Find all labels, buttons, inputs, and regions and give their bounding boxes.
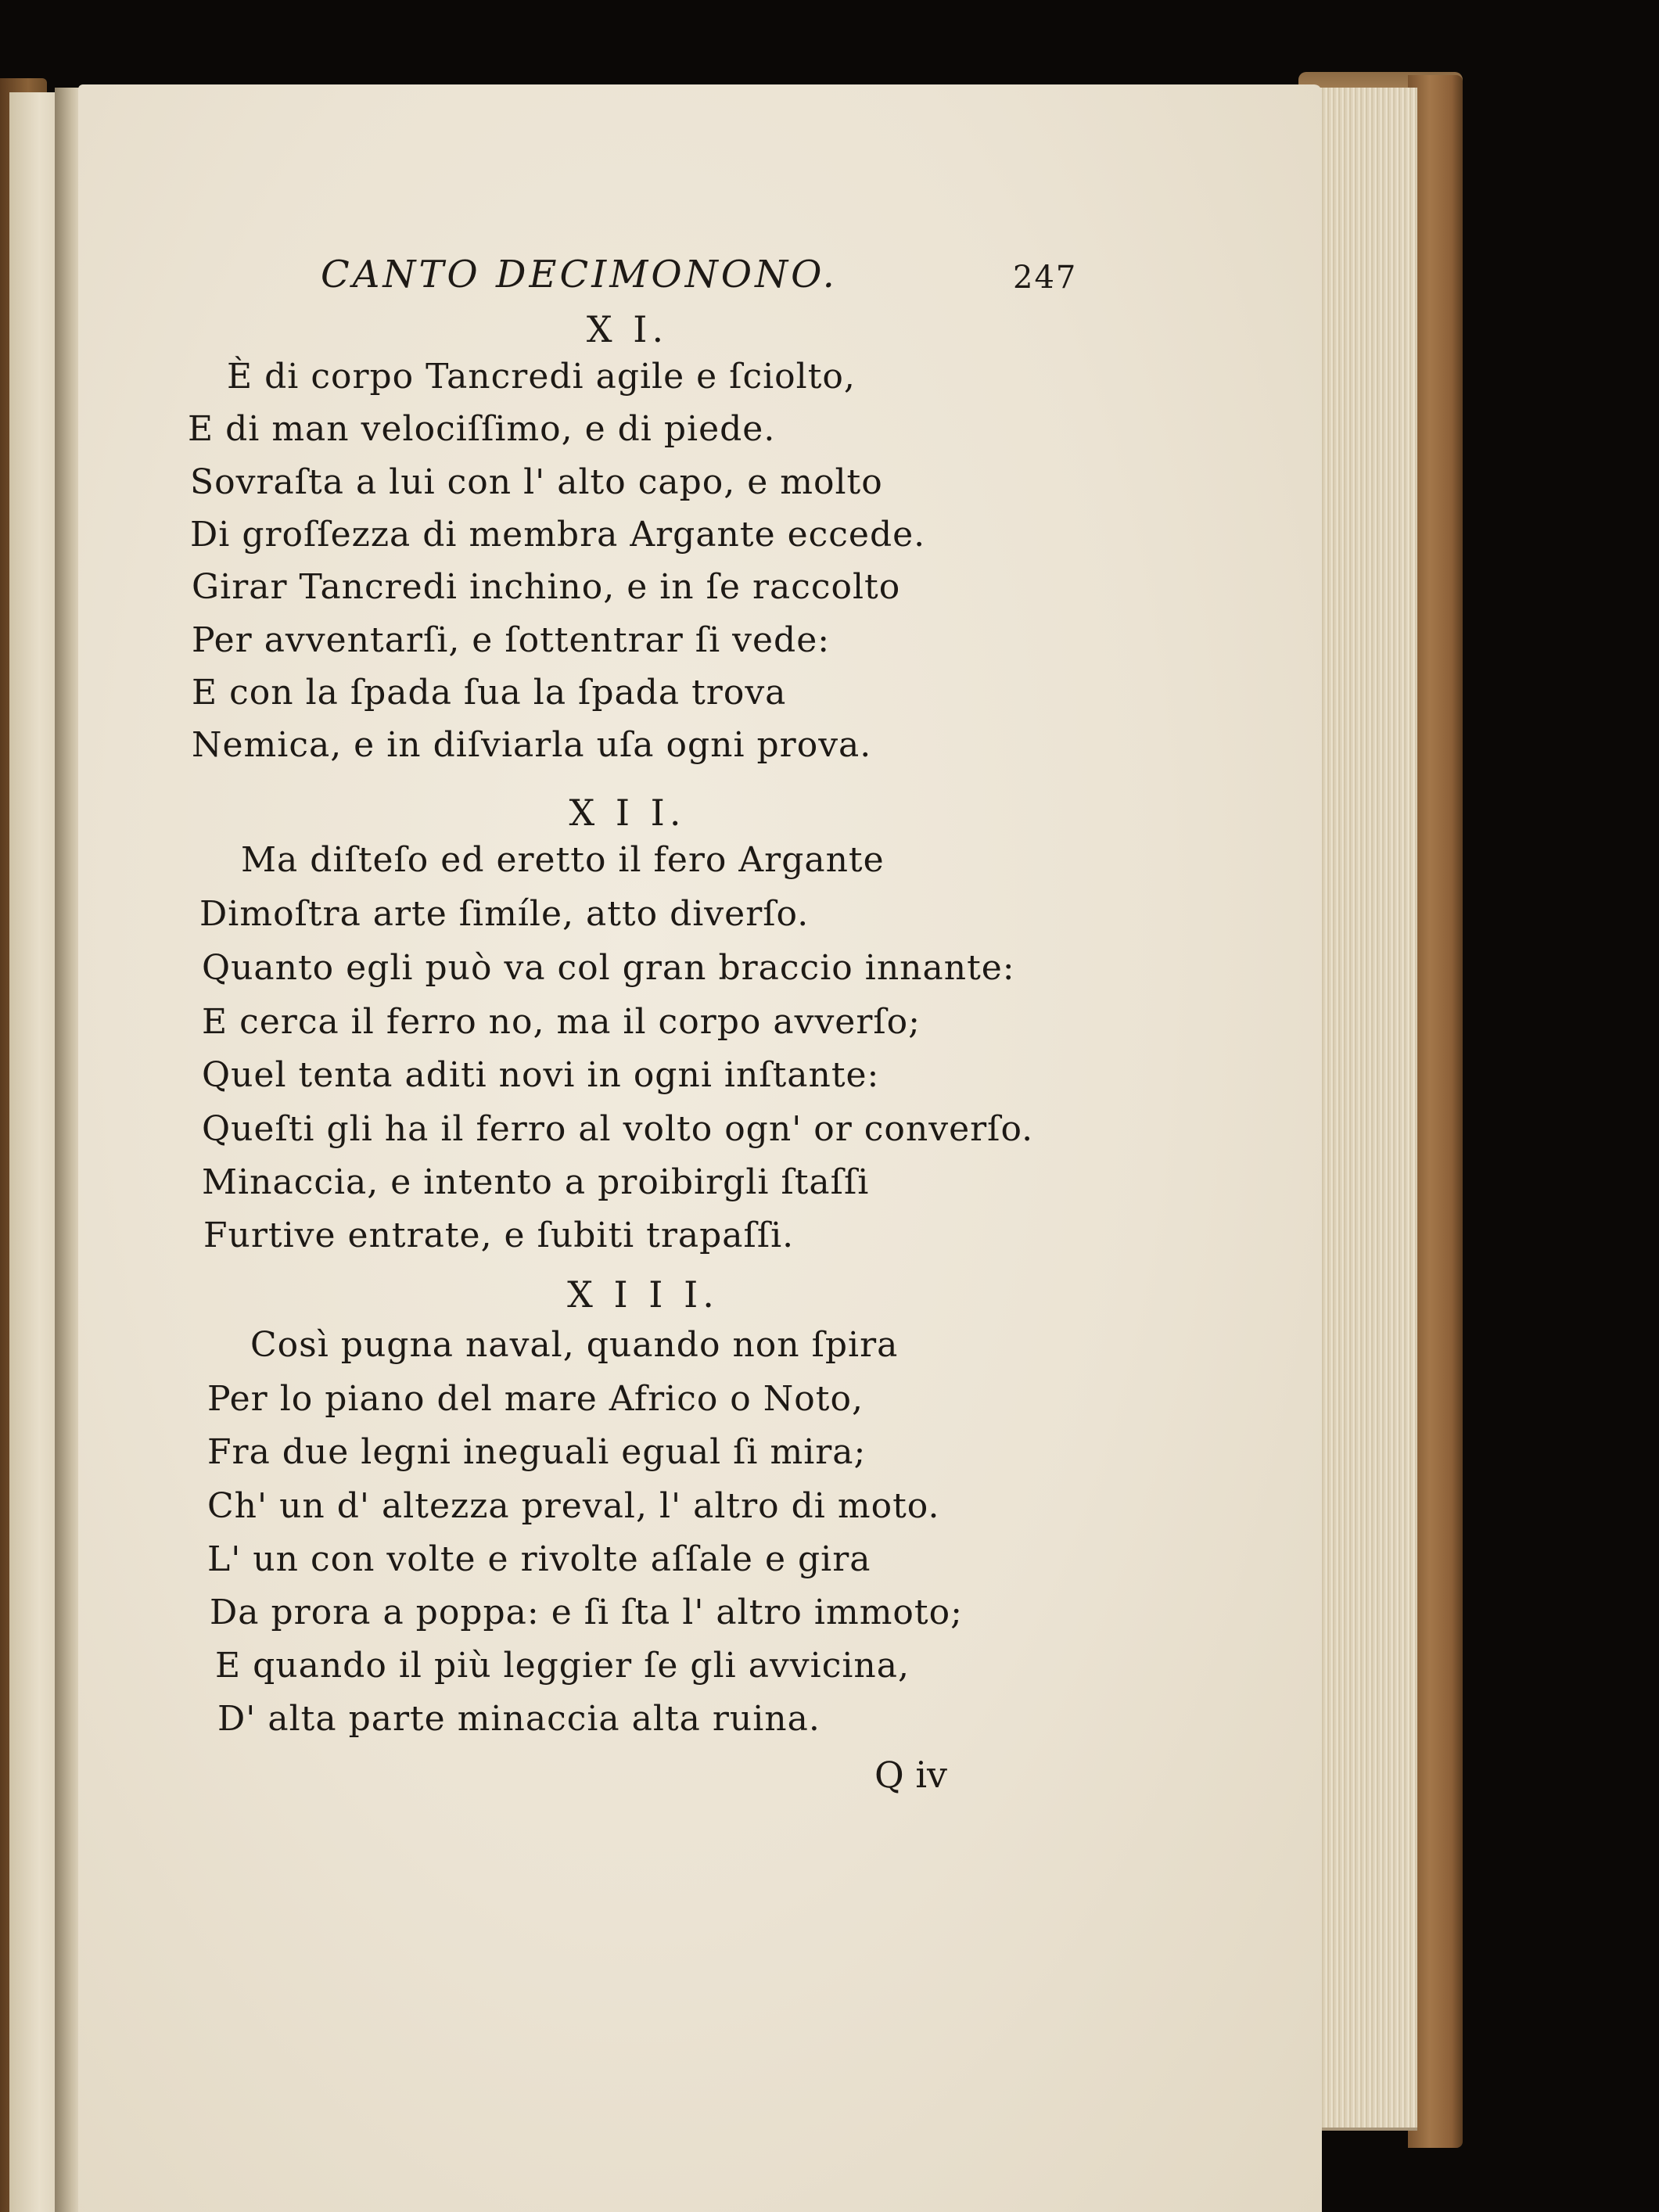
catchword-signature: Q iv: [874, 1754, 948, 1796]
verse-line: D' alta parte minaccia alta ruina.: [217, 1699, 821, 1739]
verse-line: Dimoſtra arte ſimíle, atto diverſo.: [199, 894, 810, 934]
verse-line: Sovraſta a lui con l' alto capo, e molto: [190, 462, 883, 502]
stanza-number: X I I I.: [567, 1273, 719, 1316]
verse-line: Per avventarſi, e ſottentrar ſi vede:: [192, 620, 831, 660]
verse-line: L' un con volte e rivolte aſſale e gira: [207, 1539, 871, 1579]
verse-line: E con la ſpada ſua la ſpada trova: [192, 673, 787, 713]
verse-line: Minaccia, e intento a proibirgli ſtaſſi: [202, 1162, 870, 1202]
page-number: 247: [1013, 260, 1078, 296]
verse-line: Quanto egli può va col gran braccio innante:: [202, 948, 1015, 988]
verse-line: Girar Tancredi inchino, e in ſe raccolto: [192, 567, 901, 607]
page-block-edges: [1308, 88, 1417, 2131]
verse-line: Di groſſezza di membra Argante eccede.: [190, 515, 926, 555]
verse-line: Fra due legni ineguali egual ſi mira;: [207, 1432, 867, 1472]
verse-line: Nemica, e in diſviarla uſa ogni prova.: [192, 725, 872, 765]
stanza-number: X I I.: [569, 792, 686, 834]
verse-line: Per lo piano del mare Africo o Noto,: [207, 1379, 864, 1419]
verse-line: E cerca il ferro no, ma il corpo avverſo;: [202, 1002, 921, 1042]
verse-line: È di corpo Tancredi agile e ſciolto,: [227, 357, 856, 397]
verse-line: Da prora a poppa: e ſi ſta l' altro immoto;: [210, 1593, 963, 1632]
verse-line: Queſti gli ha il ferro al volto ogn' or converſo.: [202, 1109, 1034, 1149]
stanza-number: X I.: [586, 308, 669, 350]
verse-line: E quando il più leggier ſe gli avvicina,: [215, 1646, 910, 1686]
verse-line: E di man velociſſimo, e di piede.: [188, 409, 776, 449]
canto-title: CANTO DECIMONONO.: [321, 253, 838, 296]
verse-line: Ch' un d' altezza preval, l' altro di moto.: [207, 1486, 940, 1526]
verse-line: Quel tenta aditi novi in ogni inſtante:: [202, 1055, 880, 1095]
running-head: [321, 247, 1103, 302]
verse-line: Così pugna naval, quando non ſpira: [250, 1325, 899, 1365]
verse-line: Furtive entrate, e ſubiti trapaſſi.: [203, 1216, 795, 1255]
verse-line: Ma diſteſo ed eretto il fero Argante: [241, 840, 885, 880]
